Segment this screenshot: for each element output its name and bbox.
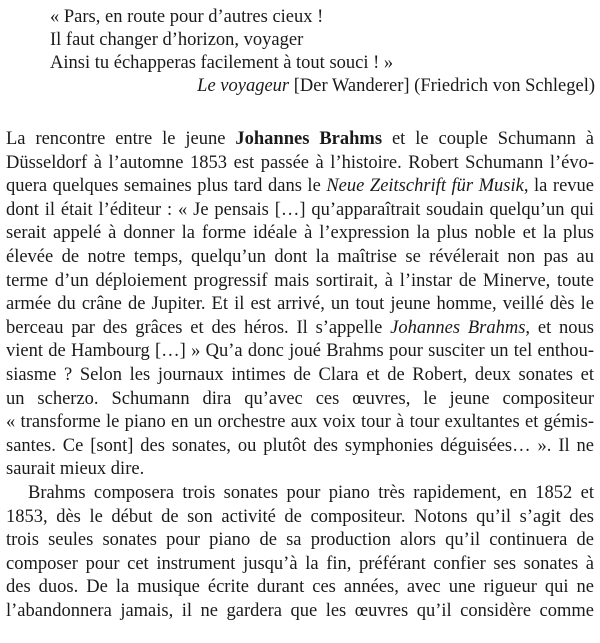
- text-line: dont il était l’éditeur : « Je pensais […] qu’apparaîtrait soudain quelqu’un qui: [6, 199, 594, 220]
- text-line: Brahms composera trois sonates pour piano très rapidement, en 1852 et: [28, 482, 594, 503]
- text-line: des duos. De la musique écrite durant ces années, avec une rigueur qui ne: [6, 577, 594, 598]
- text-line: [6, 175, 594, 199]
- text-run: quera quelques semaines plus tard dans le: [6, 176, 327, 197]
- text-line: santes. Ce [sont] des sonates, ou plutôt des symphonies déguisées… ». Il ne: [6, 435, 594, 456]
- text-line: 1853, dès le début de son activité de compositeur. Notons qu’il s’agit des: [6, 506, 594, 527]
- text-line: vient de Hambourg […] » Qu’a donc joué Brahms pour susciter un tel enthou-: [6, 341, 594, 362]
- text-line: serait appelé à donner la forme idéale à l’expression la plus noble et la plus: [6, 223, 594, 244]
- text-line: élevée de notre temps, quelqu’un dont la maîtrise se révélerait non pas au: [6, 246, 594, 267]
- text-line: un scherzo. Schumann dira qu’avec ces œuvres, le jeune compositeur: [6, 388, 594, 409]
- epigraph-line: Il faut changer d’horizon, voyager: [50, 30, 304, 50]
- epigraph: [50, 6, 595, 98]
- attribution-work-title: Le voyageur: [197, 76, 290, 96]
- text-line: saurait mieux dire.: [6, 459, 145, 480]
- composer-name-italic: Johannes Brahms: [390, 317, 526, 338]
- composer-name: Johannes Brahms: [235, 129, 383, 149]
- text-line: composer pour cet instrument jusqu’à la fin, préférant confier ses sonates à: [6, 553, 594, 574]
- text-line: terme d’un déploiement progressif mais sortirait, à l’instar de Minerve, toute: [6, 270, 594, 291]
- text-line: l’abandonnera jamais, il ne gardera que les œuvres qu’il considère comme: [6, 600, 594, 621]
- text-run: berceau par des grâces et des héros. Il s’appelle: [6, 317, 391, 338]
- text-line: trois seules sonates pour piano de sa production alors qu’il continuera de: [6, 530, 594, 551]
- text-line: Düsseldorf à l’automne 1853 est passée à l’histoire. Robert Schumann l’évo-: [6, 152, 594, 173]
- text-line: [6, 317, 594, 341]
- text-run: La rencontre entre le jeune: [6, 129, 236, 149]
- text-line: armée du crâne de Jupiter. Et il est arrivé, un tout jeune homme, veillé dès le: [6, 294, 594, 315]
- text-line: siasme ? Selon les journaux intimes de Clara et de Robert, deux sonates et: [6, 364, 594, 385]
- epigraph-line: « Pars, en route pour d’autres cieux !: [50, 7, 324, 27]
- text-line: « transforme le piano en un orchestre aux voix tour à tour exultantes et gémis-: [6, 412, 594, 433]
- journal-title: Neue Zeitschrift für Musik: [326, 176, 524, 197]
- text-line: [6, 128, 594, 152]
- text-run: , la revue: [523, 176, 594, 197]
- text-run: et le couple Schumann à: [382, 129, 594, 149]
- body-text: [6, 128, 594, 623]
- attribution-author: [Der Wanderer] (Friedrich von Schlegel): [289, 76, 595, 96]
- epigraph-line: Ainsi tu échapperas facilement à tout souci ! »: [50, 53, 394, 73]
- epigraph-attribution: [50, 75, 595, 98]
- text-run: , et nous: [525, 317, 594, 338]
